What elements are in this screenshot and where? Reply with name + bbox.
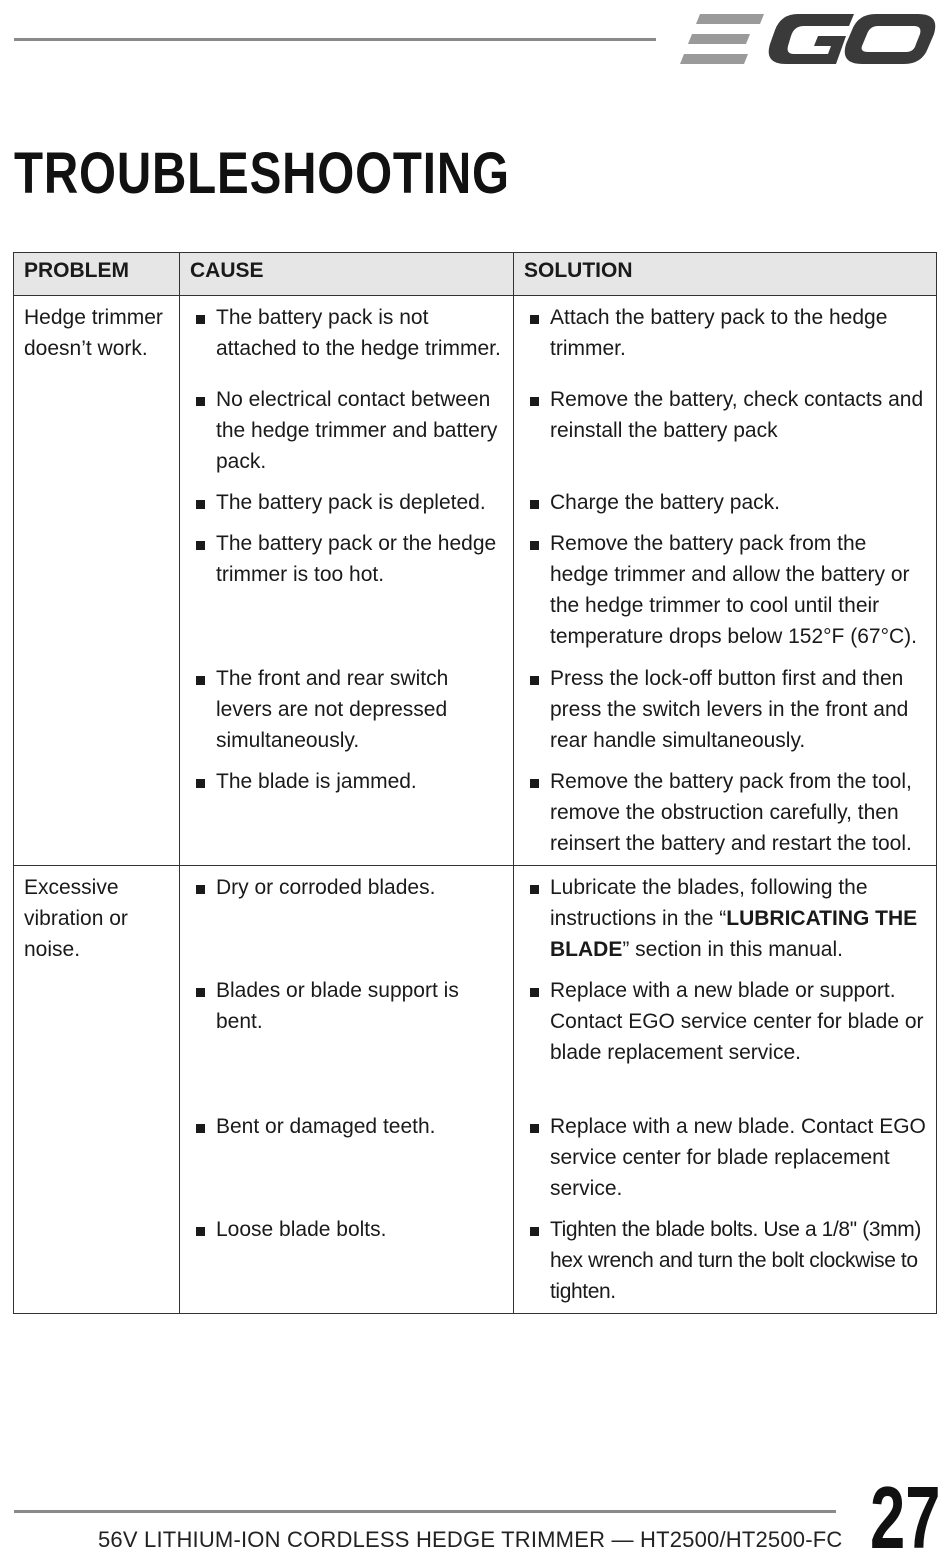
solution-item bbox=[524, 872, 926, 965]
problem-text: Excessive vibration or noise. bbox=[24, 876, 128, 961]
cause-item: The battery pack is depleted. bbox=[190, 487, 503, 518]
header-rule bbox=[14, 38, 656, 41]
solution-item: Replace with a new blade. Contact EGO service center for blade replacement service. bbox=[524, 1111, 926, 1204]
column-header-problem: PROBLEM bbox=[14, 253, 180, 296]
page-title: TROUBLESHOOTING bbox=[14, 141, 510, 206]
troubleshooting-table bbox=[13, 252, 937, 1314]
solution-item: Remove the battery, check contacts and reinstall the battery pack bbox=[524, 384, 926, 477]
table-header-row bbox=[14, 253, 937, 296]
cause-item: Loose blade bolts. bbox=[190, 1214, 503, 1307]
solution-item: Charge the battery pack. bbox=[524, 487, 926, 518]
solution-item: Remove the battery pack from the hedge trimmer and allow the battery or the hedge trimmer to cool until their temperature drops below 152°F (67°C). bbox=[524, 528, 926, 652]
table-row bbox=[14, 296, 937, 866]
solution-cell bbox=[514, 296, 937, 866]
solution-text: ” section in this manual. bbox=[622, 938, 843, 961]
solution-item: Replace with a new blade or support. Contact EGO service center for blade or blade replacement service. bbox=[524, 975, 926, 1099]
cause-item: Bent or damaged teeth. bbox=[190, 1111, 503, 1204]
footer-rule bbox=[14, 1510, 836, 1513]
solution-item: Attach the battery pack to the hedge trimmer. bbox=[524, 302, 926, 364]
problem-cell bbox=[14, 296, 180, 866]
solution-item: Tighten the blade bolts. Use a 1/8'' (3mm) hex wrench and turn the bolt clockwise to tighten. bbox=[524, 1214, 926, 1307]
cause-item: The battery pack is not attached to the hedge trimmer. bbox=[190, 302, 503, 364]
solution-item: Press the lock-off button first and then press the switch levers in the front and rear handle simultaneously. bbox=[524, 663, 926, 756]
ego-logo bbox=[678, 10, 938, 68]
solution-bold-text: LUBRICATING THE BLADE bbox=[550, 907, 918, 961]
cause-cell bbox=[180, 296, 514, 866]
column-header-cause: CAUSE bbox=[180, 253, 514, 296]
problem-cell bbox=[14, 866, 180, 1314]
cause-cell bbox=[180, 866, 514, 1314]
solution-item: Remove the battery pack from the tool, remove the obstruction carefully, then reinsert the battery and restart the tool. bbox=[524, 766, 926, 859]
footer-product-line: 56V LITHIUM-ION CORDLESS HEDGE TRIMMER — HT2500/HT2500-FC bbox=[98, 1527, 843, 1552]
cause-item: Dry or corroded blades. bbox=[190, 872, 503, 965]
column-header-solution: SOLUTION bbox=[514, 253, 937, 296]
table-row bbox=[14, 866, 937, 1314]
cause-item: The blade is jammed. bbox=[190, 766, 503, 859]
page-number: 27 bbox=[870, 1468, 941, 1567]
cause-item: Blades or blade support is bent. bbox=[190, 975, 503, 1099]
problem-text: Hedge trimmer doesn’t work. bbox=[24, 306, 163, 360]
cause-item: No electrical contact between the hedge trimmer and battery pack. bbox=[190, 384, 503, 477]
solution-cell bbox=[514, 866, 937, 1314]
solution-text: Lubricate the blades, following the instructions in the “ bbox=[550, 876, 868, 930]
cause-item: The front and rear switch levers are not depressed simultaneously. bbox=[190, 663, 503, 756]
cause-item: The battery pack or the hedge trimmer is too hot. bbox=[190, 528, 503, 652]
